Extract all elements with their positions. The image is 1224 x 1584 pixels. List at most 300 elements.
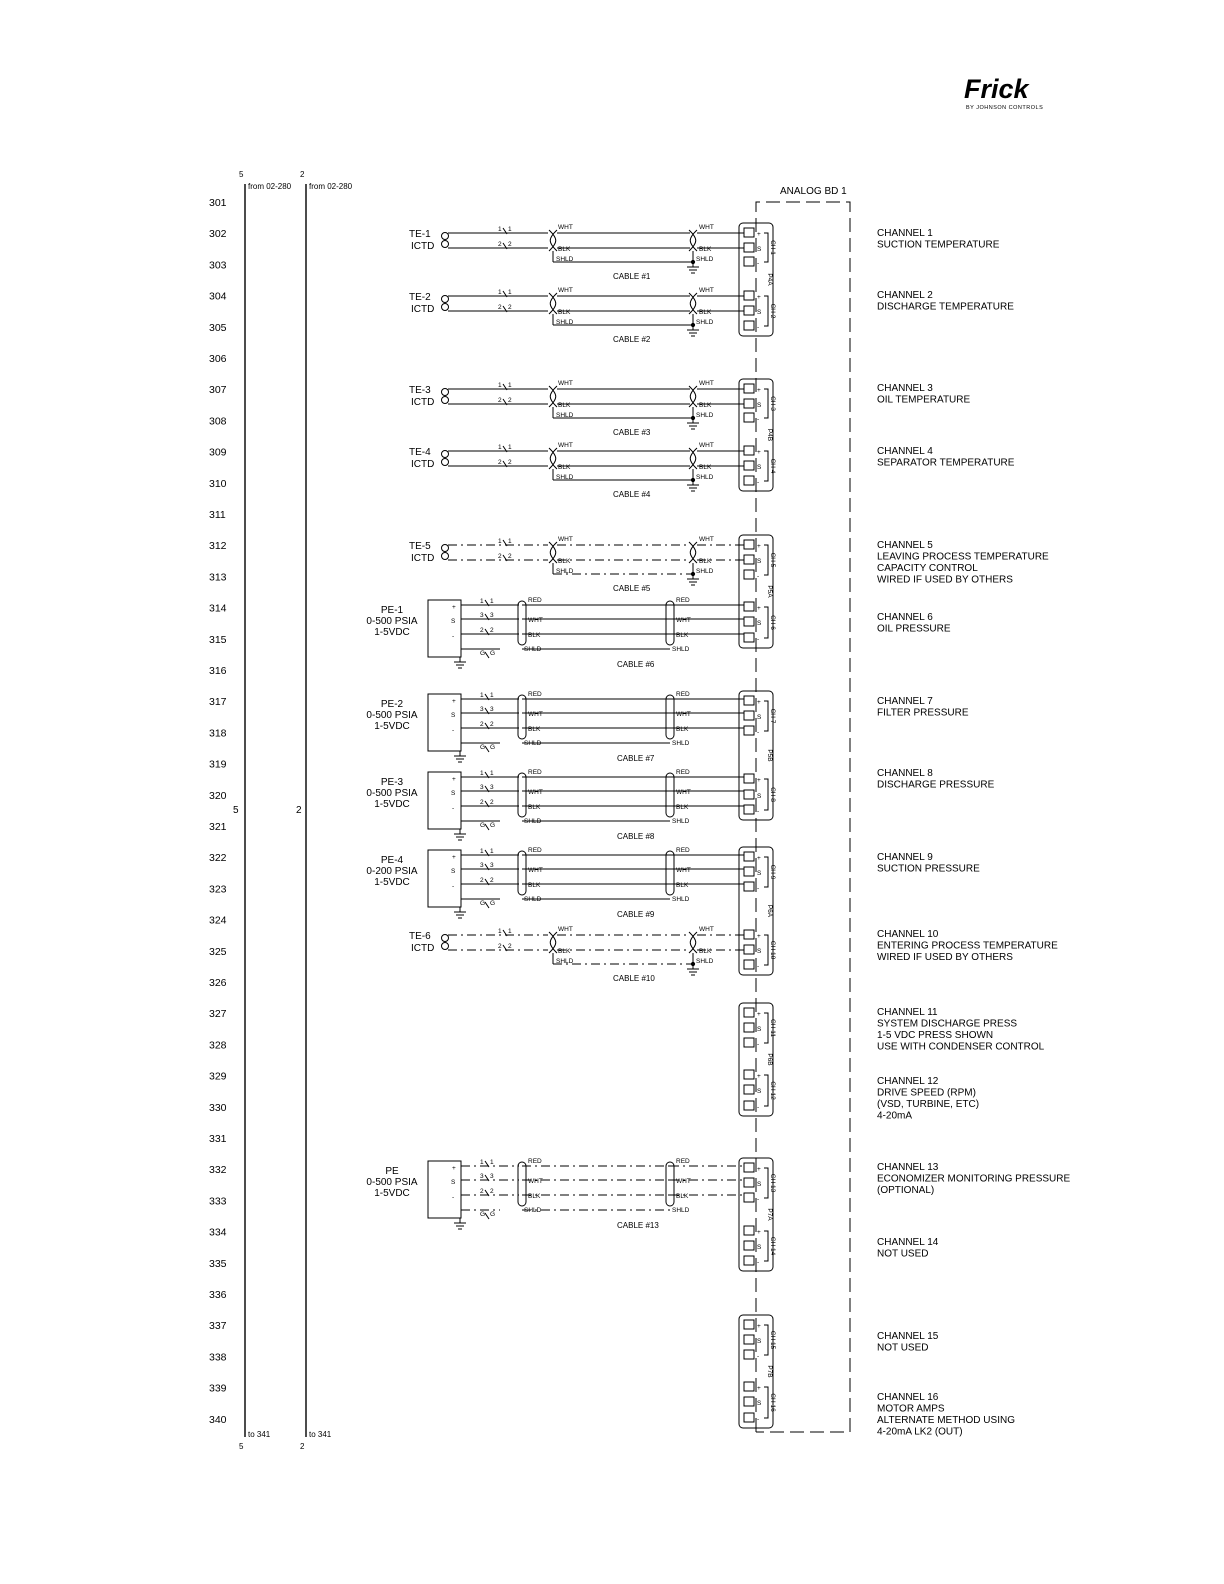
label-blk-left: BLK [528,804,541,811]
terminal-pin [744,306,754,315]
splice-slash [485,746,489,752]
sensor-name: TE-5 [409,541,431,552]
splice-num-left: 1 [480,848,484,855]
row-number: 330 [209,1101,227,1114]
cable-label: CABLE #3 [613,428,651,437]
splice-num-left: 2 [480,1188,484,1195]
row-number: 317 [209,696,227,709]
splice-num-left: 2 [480,721,484,728]
cable-shield-left [518,1162,526,1206]
row-number: 310 [209,477,227,490]
channel-tag: CH 3 [769,396,776,411]
terminal-mark: + [757,543,761,550]
splice-num-right: 2 [508,459,512,466]
rail-5-bottom-id: 5 [239,1442,244,1451]
twisted-pair-icon [549,230,557,251]
splice-num-right: 1 [490,848,494,855]
channel-descriptions [877,228,1070,1438]
row-number: 303 [209,259,227,272]
channel-bracket [764,935,768,965]
channel-title: CHANNEL 5 [877,540,933,551]
row-number: 311 [209,509,226,521]
label-red-left: RED [528,1158,542,1165]
terminal-pin [744,1038,754,1047]
label-shld-right: SHLD [672,740,690,747]
sensor-coil-bottom [442,241,449,248]
row-number: 302 [209,228,227,241]
rail-2-from: from 02-280 [309,182,353,191]
terminal-pin [744,1178,754,1187]
ground-icon [687,480,699,491]
label-wht-right: WHT [676,867,691,874]
channel-line: OIL TEMPERATURE [877,394,971,406]
channel-line: USE WITH CONDENSER CONTROL [877,1041,1045,1053]
label-red-right: RED [676,847,690,854]
cable-shield-right [666,695,674,739]
connector-P5B [739,691,776,820]
row-number: 320 [209,789,227,802]
transducer-plus: + [452,698,456,705]
label-blk-left: BLK [528,882,541,889]
terminal-mark: - [757,636,760,643]
row-number: 338 [209,1351,227,1364]
row-number: 316 [209,665,227,677]
channel-desc-4 [877,446,1015,469]
terminal-pin [744,1023,754,1032]
splice-num-left: 2 [498,459,502,466]
splice-num-right: 2 [490,1188,494,1195]
splice-num-left: 2 [498,553,502,560]
terminal-pin [744,243,754,252]
terminal-mark: - [757,573,760,580]
channel-desc-8 [877,768,995,791]
terminal-pin [744,570,754,579]
row-number: 323 [209,883,227,896]
terminal-pin [744,882,754,891]
label-blk-right: BLK [676,1193,689,1200]
channel-line: WIRED IF USED BY OTHERS [877,574,1013,586]
plug-label: P5B [766,749,773,762]
row-number: 312 [209,540,227,553]
label-red-right: RED [676,691,690,698]
label-red-right: RED [676,1158,690,1165]
label-wht-right: WHT [699,380,714,387]
terminal-mark: S [757,246,762,253]
terminal-mark: - [757,1041,760,1048]
terminal-pin [744,633,754,642]
temp-sensor-te-4 [409,442,744,499]
terminal-mark: + [757,294,761,301]
channel-title: CHANNEL 15 [877,1331,939,1342]
sensor-coil-bottom [442,304,449,311]
label-shld-left: SHLD [524,818,542,825]
splice-num-left: 1 [480,692,484,699]
sensor-signal: 1-5VDC [374,627,410,638]
channel-title: CHANNEL 10 [877,929,939,940]
row-number: 322 [209,852,227,865]
channel-desc-11 [877,1007,1045,1053]
terminal-pin [744,790,754,799]
terminal-pin [744,1335,754,1344]
terminal-pin [744,1382,754,1391]
row-number: 315 [209,633,227,646]
label-wht-right: WHT [676,1178,691,1185]
channel-desc-5 [877,540,1049,586]
twisted-pair-icon [689,932,697,953]
splice-num-right: 2 [508,304,512,311]
plug-label: P7B [766,1365,773,1378]
channel-tag: CH 14 [769,1236,776,1256]
label-shld-left: SHLD [556,958,574,965]
sensor-coil-top [442,935,449,942]
terminal-mark: + [757,777,761,784]
rail-2-top-id: 2 [300,170,305,179]
ground-icon [687,418,699,429]
cable-shield-left [518,773,526,817]
sensor-coil-top [442,451,449,458]
channel-tag: CH 4 [769,458,776,474]
label-blk-right: BLK [676,804,689,811]
label-shld-left: SHLD [556,319,574,326]
cable-label: CABLE #7 [617,754,655,763]
label-blk-left: BLK [558,948,571,955]
rail-5-to: to 341 [248,1430,271,1439]
channel-line: ECONOMIZER MONITORING PRESSURE [877,1173,1071,1185]
terminal-mark: - [757,963,760,970]
terminal-pin [744,446,754,455]
row-number: 331 [209,1133,227,1145]
plug-label: P4B [766,428,773,442]
row-number: 329 [209,1070,227,1083]
cable-label: CABLE #5 [613,584,651,593]
label-wht-left: WHT [528,867,543,874]
splice-num-left: G [480,900,486,907]
channel-line: (OPTIONAL) [877,1185,935,1196]
terminal-pin [744,540,754,549]
brand-tagline: BY JOHNSON CONTROLS [966,105,1044,111]
plug-label: P7A [766,1208,773,1221]
label-shld-right: SHLD [696,958,714,965]
splice-slash [485,1213,489,1219]
terminal-pin [744,555,754,564]
channel-tag: CH 10 [769,940,776,960]
label-shld-left: SHLD [524,1207,542,1214]
splice-g [480,822,495,830]
label-blk-left: BLK [558,558,571,565]
splice-num-right: 1 [490,598,494,605]
row-number: 308 [209,415,227,428]
terminal-mark: - [757,885,760,892]
channel-tag: CH 13 [769,1173,776,1193]
terminal-pin [744,1320,754,1329]
terminal-pin [744,852,754,861]
sensor-name: TE-2 [409,292,431,303]
terminal-mark: + [757,1166,761,1173]
splice-num-left: 1 [498,444,502,451]
label-blk-right: BLK [699,309,712,316]
splice-num-left: 3 [480,612,484,619]
label-wht-right: WHT [699,442,714,449]
channel-bracket [764,1325,768,1355]
splice-num-right: 1 [508,444,512,451]
channel-title: CHANNEL 2 [877,290,933,301]
label-red-left: RED [528,769,542,776]
cable-label: CABLE #13 [617,1221,659,1230]
terminal-mark: + [757,387,761,394]
sensor-range: 0-200 PSIA [366,866,418,877]
terminal-pin [744,476,754,485]
channel-tag: CH 5 [769,552,776,568]
splice-num-left: 1 [480,770,484,777]
channel-title: CHANNEL 6 [877,612,933,623]
sensor-coil-bottom [442,943,449,950]
label-wht-left: WHT [558,442,573,449]
channel-line: MOTOR AMPS [877,1403,945,1415]
splice-num-left: 3 [480,862,484,869]
splice-num-left: 1 [480,1159,484,1166]
channel-bracket [764,451,768,481]
cable-shield-right [666,851,674,895]
plug-label: P5A [766,585,773,598]
transducer-minus: - [452,1194,455,1201]
transducer-sig: S [451,1179,456,1186]
temp-sensor-te-5 [409,536,744,593]
channel-desc-14 [877,1237,939,1260]
terminal-mark: S [757,1088,762,1095]
sensor-coil-top [442,233,449,240]
channel-tag: CH 16 [769,1393,776,1412]
channel-desc-10 [877,929,1058,963]
channel-title: CHANNEL 3 [877,383,933,394]
terminal-mark: S [757,1181,762,1188]
terminal-pin [744,774,754,783]
row-number: 314 [209,602,227,615]
terminal-mark: + [757,699,761,706]
splice-num-right: 2 [490,627,494,634]
splice-slash [485,824,489,830]
channel-desc-15 [877,1331,939,1354]
channel-desc-12 [877,1076,979,1122]
cable-shield-left [518,851,526,895]
terminal-mark: - [757,324,760,331]
connector-P7B [739,1315,776,1428]
splice-num-right: 3 [490,1173,494,1180]
splice-num-left: G [480,744,486,751]
splice-num-right: G [490,744,496,751]
channel-tag: CH 11 [769,1019,776,1037]
terminal-pin [744,399,754,408]
label-wht-left: WHT [558,287,573,294]
row-number: 336 [209,1289,227,1301]
terminal-pin [744,930,754,939]
splice-num-left: 3 [480,1173,484,1180]
channel-line: CAPACITY CONTROL [877,563,978,574]
cable-shield-left [518,695,526,739]
sensor-name: TE-1 [409,229,431,240]
channel-tag: CH 12 [769,1081,776,1100]
press-sensor-pe [366,1158,744,1230]
row-number: 305 [209,321,227,334]
splice-num-left: 2 [498,943,502,950]
terminal-pin [744,960,754,969]
channel-title: CHANNEL 8 [877,768,933,779]
channel-line: 1-5 VDC PRESS SHOWN [877,1030,994,1041]
sensor-type: ICTD [411,943,435,954]
terminal-pin [744,1350,754,1359]
power-rails [233,170,353,1451]
splice-num-right: 3 [490,784,494,791]
twisted-pair-icon [689,293,697,314]
terminal-mark: + [757,449,761,456]
channel-title: CHANNEL 14 [877,1237,939,1248]
cable-label: CABLE #9 [617,910,655,919]
row-number: 321 [209,821,227,833]
press-sensor-pe-2 [366,691,744,763]
terminal-mark: + [757,855,761,862]
transducer-minus: - [452,805,455,812]
label-blk-left: BLK [528,632,541,639]
channel-bracket [764,389,768,418]
pressure-circuits [366,597,744,1230]
label-shld-right: SHLD [672,646,690,653]
channel-line: NOT USED [877,1248,929,1260]
terminal-pin [744,1397,754,1406]
splice-num-right: 2 [508,553,512,560]
terminal-pin [744,1085,754,1094]
terminal-mark: S [757,948,762,955]
splice-num-right: 3 [490,862,494,869]
channel-line: DISCHARGE PRESSURE [877,779,995,791]
row-number: 333 [209,1195,227,1208]
terminal-pin [744,1008,754,1017]
label-wht-right: WHT [676,711,691,718]
channel-desc-1 [877,228,1000,251]
plug-label: P6A [766,904,773,918]
sensor-coil-top [442,545,449,552]
channel-line: ALTERNATE METHOD USING [877,1415,1015,1426]
splice-num-right: 2 [508,241,512,248]
splice-num-left: 1 [480,598,484,605]
cable-shield-right [666,1162,674,1206]
channel-line: NOT USED [877,1342,929,1354]
channel-line: WIRED IF USED BY OTHERS [877,952,1013,963]
terminal-mark: - [757,1196,760,1203]
terminal-pin [744,1256,754,1265]
sensor-coil-top [442,296,449,303]
label-blk-left: BLK [558,309,571,316]
splice-num-right: 1 [490,692,494,699]
terminal-pin [744,384,754,393]
channel-title: CHANNEL 12 [877,1076,939,1087]
splice-num-left: 2 [498,241,502,248]
label-blk-left: BLK [528,726,541,733]
label-blk-right: BLK [676,632,689,639]
channel-title: CHANNEL 13 [877,1162,939,1173]
splice-slash [485,652,489,658]
sensor-type: ICTD [411,304,435,315]
channel-tag: CH 9 [769,864,776,880]
splice-num-right: G [490,900,496,907]
transducer-sig: S [451,712,456,719]
sensor-coil-bottom [442,459,449,466]
cable-label: CABLE #8 [617,832,655,841]
transducer-box [428,1161,461,1218]
label-shld-left: SHLD [556,474,574,481]
splice-num-right: 3 [490,612,494,619]
label-blk-left: BLK [558,246,571,253]
splice-num-left: 1 [498,928,502,935]
label-blk-right: BLK [699,948,712,955]
label-wht-right: WHT [699,287,714,294]
splice-num-left: 2 [498,304,502,311]
twisted-pair-icon [689,542,697,563]
ground-icon [687,325,699,336]
sensor-range: 0-500 PSIA [366,616,418,627]
channel-tag: CH 6 [769,615,776,630]
terminal-pin [744,1226,754,1235]
label-shld-right: SHLD [696,412,714,419]
label-shld-left: SHLD [556,256,574,263]
label-red-right: RED [676,769,690,776]
channel-bracket [764,607,768,638]
channel-title: CHANNEL 4 [877,446,933,457]
row-number: 334 [209,1226,227,1239]
label-shld-right: SHLD [696,568,714,575]
label-blk-right: BLK [676,882,689,889]
terminal-pin [744,321,754,330]
label-blk-left: BLK [528,1193,541,1200]
sensor-signal: 1-5VDC [374,721,410,732]
sensor-coil-bottom [442,397,449,404]
label-wht-left: WHT [528,711,543,718]
splice-num-left: 1 [498,289,502,296]
sensor-type: ICTD [411,459,435,470]
terminal-pin [744,945,754,954]
terminal-pin [744,1241,754,1250]
terminal-pin [744,291,754,300]
terminal-mark: - [757,1259,760,1266]
terminal-mark: S [757,558,762,565]
terminal-mark: - [757,1416,760,1423]
terminal-pin [744,461,754,470]
ground-icon [454,829,466,840]
cable-shield-right [666,601,674,645]
terminal-mark: S [757,1338,762,1345]
terminal-pin [744,617,754,626]
channel-title: CHANNEL 1 [877,228,933,239]
splice-g [480,744,495,752]
label-shld-left: SHLD [524,646,542,653]
row-number: 319 [209,758,227,771]
splice-num-left: G [480,650,486,657]
terminal-pin [744,1413,754,1422]
channel-line: LEAVING PROCESS TEMPERATURE [877,551,1049,563]
twisted-pair-icon [549,448,557,469]
channel-title: CHANNEL 16 [877,1392,939,1403]
cable-label: CABLE #6 [617,660,655,669]
plug-label: P4A [766,273,773,286]
terminal-mark: + [757,1011,761,1018]
sensor-range: 0-500 PSIA [366,1177,418,1188]
terminal-mark: S [757,402,762,409]
terminal-mark: S [757,793,762,800]
splice-num-left: 2 [480,627,484,634]
connector-P4A [739,223,776,336]
cable-label: CABLE #2 [613,335,651,344]
row-number: 339 [209,1382,227,1395]
terminal-mark: S [757,620,762,627]
channel-line: 4-20mA LK2 (OUT) [877,1426,963,1438]
